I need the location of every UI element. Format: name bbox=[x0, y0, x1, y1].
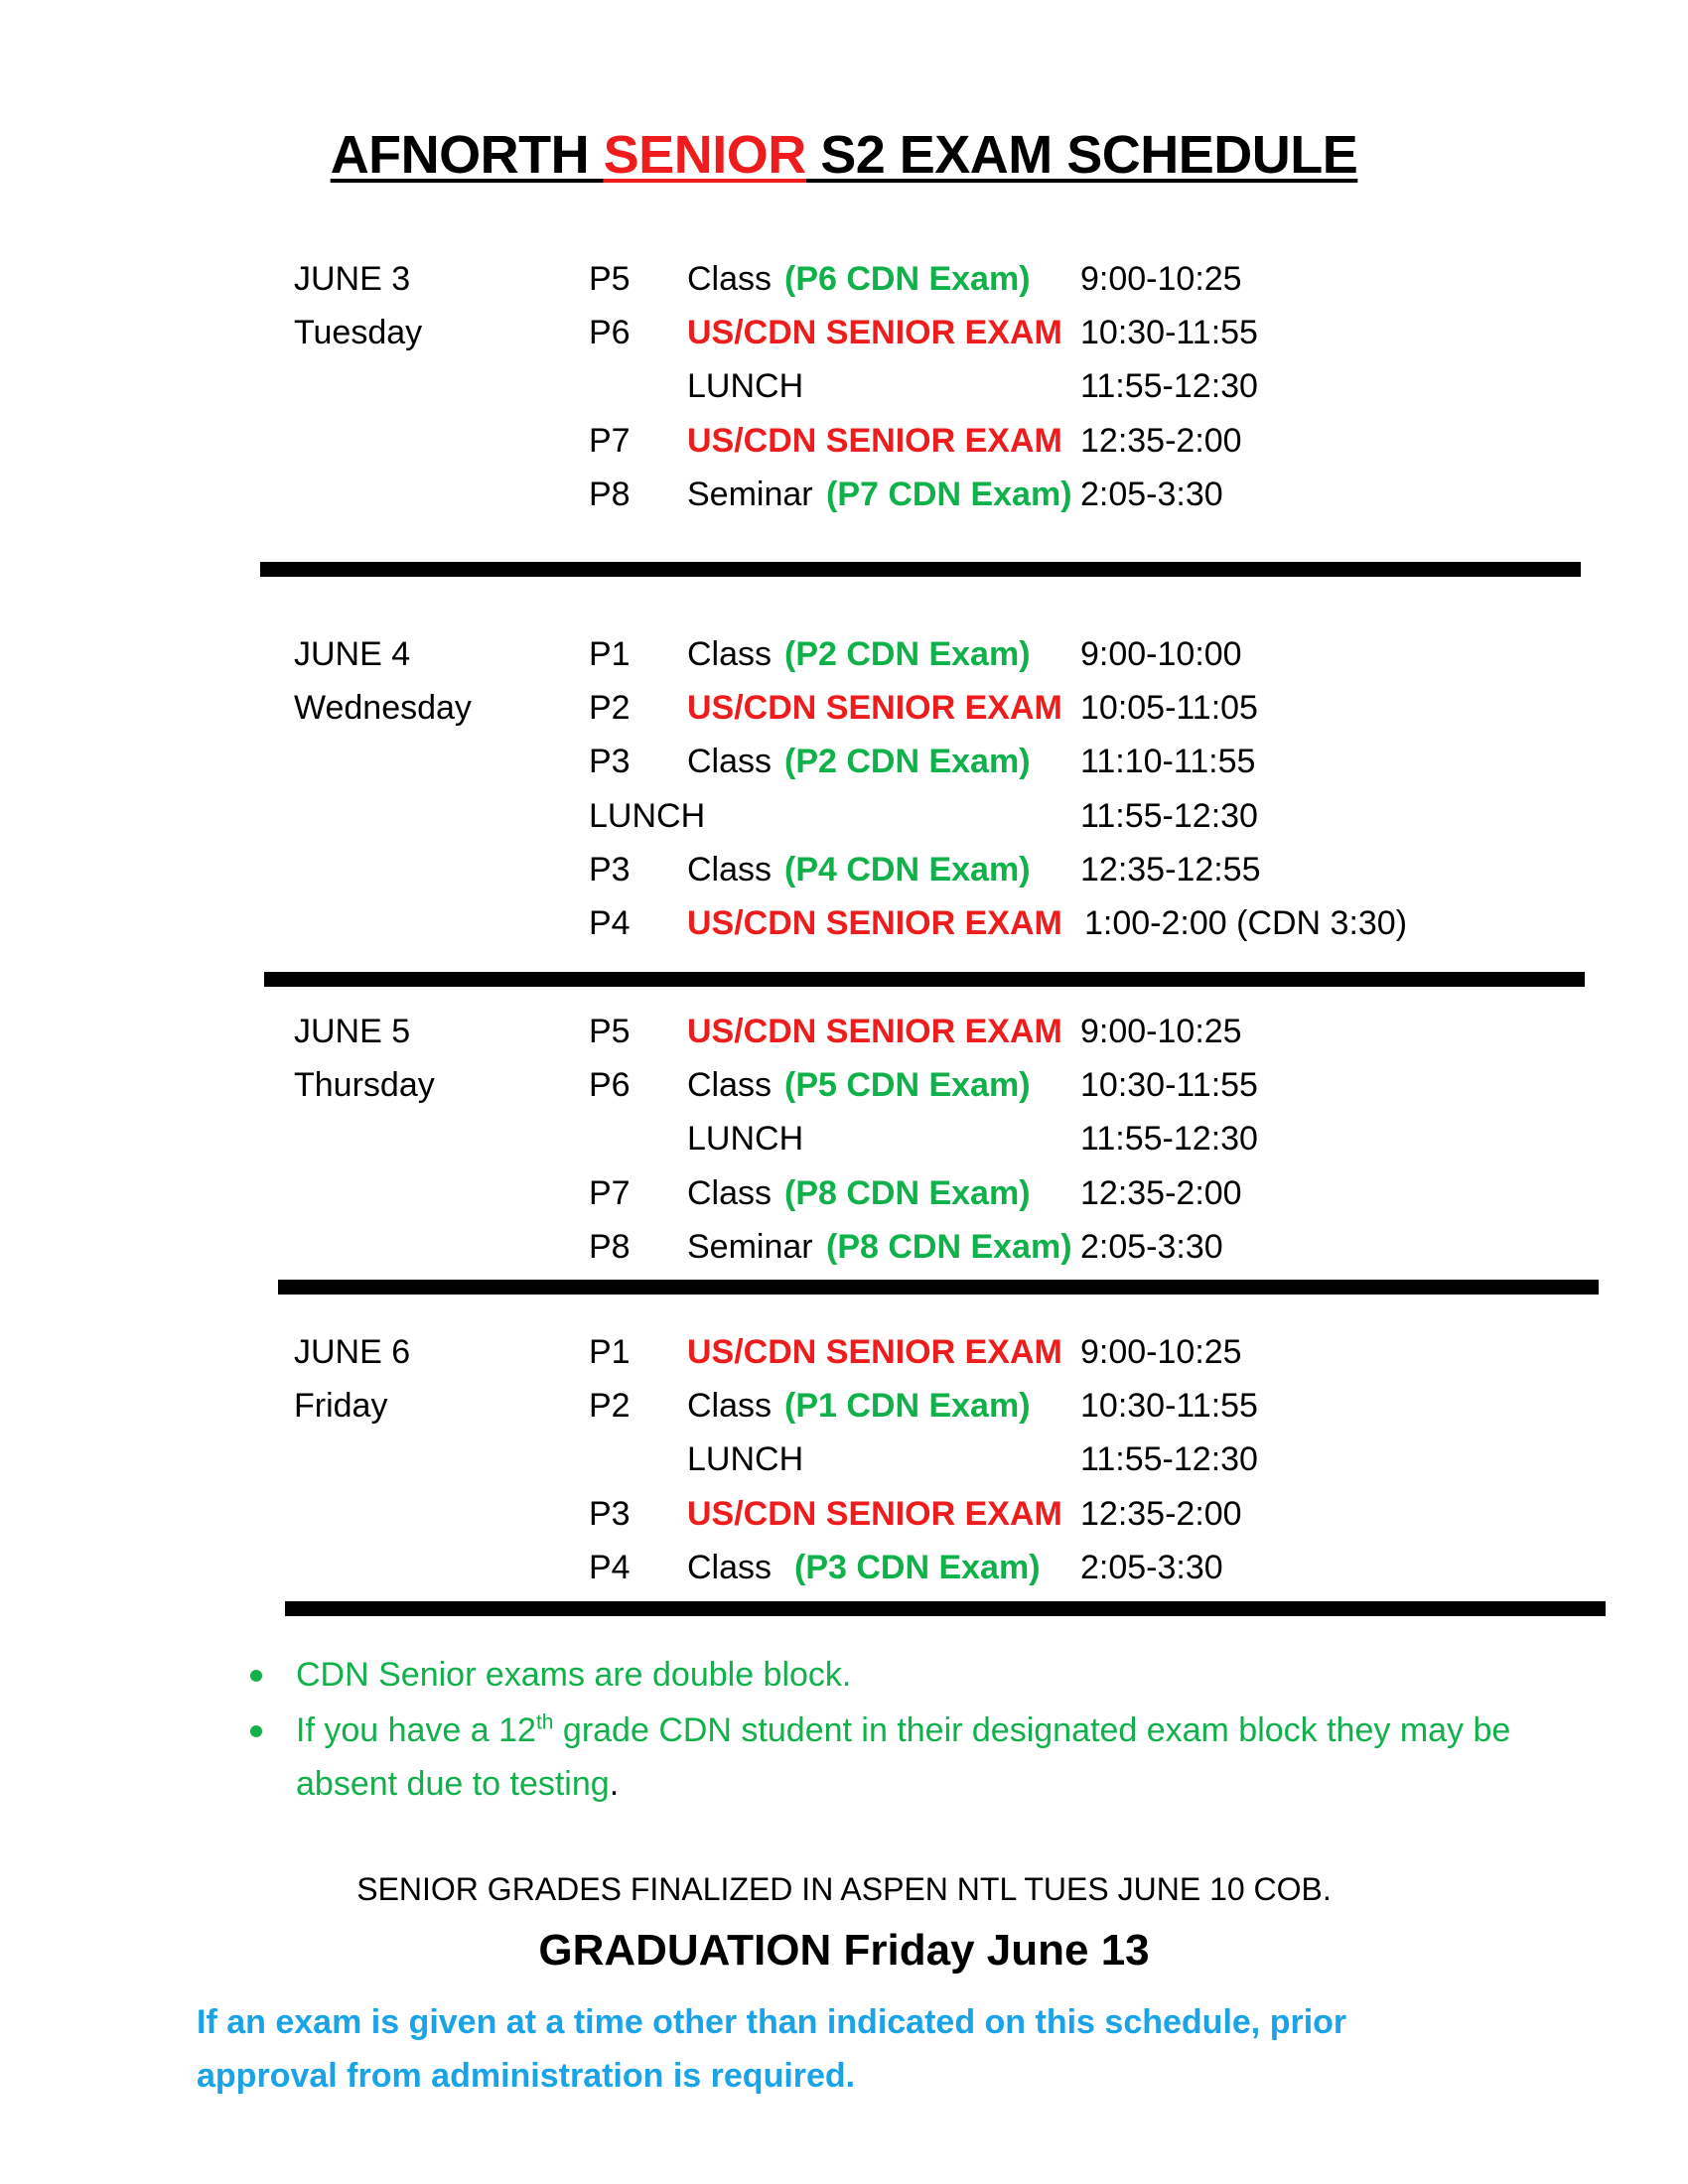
senior-exam-label: US/CDN SENIOR EXAM bbox=[687, 422, 1062, 460]
senior-exam-label: US/CDN SENIOR EXAM bbox=[687, 1013, 1062, 1050]
period-label: P3 bbox=[589, 851, 631, 888]
lunch-label: LUNCH bbox=[687, 1120, 804, 1158]
cdn-exam-label: (P3 CDN Exam) bbox=[794, 1549, 1041, 1586]
cdn-exam-label: (P2 CDN Exam) bbox=[784, 635, 1031, 673]
schedule-row bbox=[0, 1433, 1688, 1486]
notes-list bbox=[244, 1648, 1535, 1813]
period-label: P1 bbox=[589, 1333, 631, 1371]
activity-label: Class bbox=[687, 1387, 773, 1425]
title-highlight: SENIOR bbox=[603, 125, 806, 185]
period-label: P3 bbox=[589, 1495, 631, 1533]
schedule-row bbox=[0, 1112, 1688, 1165]
note-superscript: th bbox=[535, 1710, 554, 1734]
day-weekday: Tuesday bbox=[294, 314, 423, 351]
period-label: P2 bbox=[589, 1387, 631, 1425]
cdn-exam-label: (P8 CDN Exam) bbox=[784, 1174, 1031, 1212]
section-divider bbox=[260, 562, 1581, 577]
schedule-row bbox=[0, 1005, 1688, 1058]
time-range: 11:55-12:30 bbox=[1080, 1120, 1258, 1158]
lunch-label: LUNCH bbox=[589, 797, 706, 835]
schedule-row bbox=[0, 1220, 1688, 1274]
activity-label: Class bbox=[687, 260, 773, 298]
grades-finalized-notice: SENIOR GRADES FINALIZED IN ASPEN NTL TUES JUNE 10 COB. bbox=[356, 1871, 1332, 1907]
schedule-row bbox=[0, 252, 1688, 306]
time-range: 9:00-10:25 bbox=[1080, 1013, 1242, 1050]
cdn-exam-label: (P7 CDN Exam) bbox=[826, 476, 1072, 513]
activity-label: Class bbox=[687, 1174, 773, 1212]
time-range: 11:10-11:55 bbox=[1080, 743, 1256, 780]
activity-label: Seminar bbox=[687, 476, 813, 513]
note-text-cont: grade CDN student in their designated exam block they may be absent due to testing bbox=[296, 1711, 1511, 1803]
graduation-heading: GRADUATION Friday June 13 bbox=[538, 1926, 1150, 1975]
activity-label: Class bbox=[687, 635, 773, 673]
period-label: P4 bbox=[589, 904, 631, 942]
activity-label: Class bbox=[687, 743, 773, 780]
time-range: 2:05-3:30 bbox=[1080, 1228, 1223, 1266]
section-divider bbox=[278, 1280, 1599, 1295]
time-range: 12:35-12:55 bbox=[1080, 851, 1261, 888]
note-item bbox=[244, 1704, 1535, 1811]
period-label: P3 bbox=[589, 743, 631, 780]
activity-label: Seminar bbox=[687, 1228, 813, 1266]
senior-exam-label: US/CDN SENIOR EXAM bbox=[687, 314, 1062, 351]
note-item bbox=[244, 1648, 1535, 1702]
period-label: P5 bbox=[589, 1013, 631, 1050]
bullet-icon bbox=[250, 1670, 262, 1682]
lunch-label: LUNCH bbox=[687, 367, 804, 405]
time-range: 12:35-2:00 bbox=[1080, 1495, 1242, 1533]
title-part1: AFNORTH bbox=[330, 125, 604, 185]
page-title bbox=[0, 124, 1688, 186]
schedule-row bbox=[0, 1541, 1688, 1594]
schedule-row bbox=[0, 306, 1688, 359]
period-label: P6 bbox=[589, 1066, 631, 1104]
day-date: JUNE 4 bbox=[294, 635, 411, 673]
schedule-row bbox=[0, 681, 1688, 735]
senior-exam-label: US/CDN SENIOR EXAM bbox=[687, 904, 1062, 942]
period-label: P2 bbox=[589, 689, 631, 727]
period-label: P8 bbox=[589, 476, 631, 513]
cdn-exam-label: (P8 CDN Exam) bbox=[826, 1228, 1072, 1266]
period-label: P6 bbox=[589, 314, 631, 351]
day-date: JUNE 6 bbox=[294, 1333, 411, 1371]
time-range: 11:55-12:30 bbox=[1080, 367, 1258, 405]
time-range: 9:00-10:25 bbox=[1080, 260, 1242, 298]
cdn-exam-label: (P2 CDN Exam) bbox=[784, 743, 1031, 780]
schedule-row bbox=[0, 843, 1688, 896]
period-label: P7 bbox=[589, 1174, 631, 1212]
period-label: P1 bbox=[589, 635, 631, 673]
bullet-icon bbox=[250, 1725, 262, 1737]
period-label: P5 bbox=[589, 260, 631, 298]
time-range: 11:55-12:30 bbox=[1080, 797, 1258, 835]
activity-label: Class bbox=[687, 1066, 773, 1104]
time-range: 10:05-11:05 bbox=[1080, 689, 1258, 727]
senior-exam-label: US/CDN SENIOR EXAM bbox=[687, 1333, 1062, 1371]
schedule-row bbox=[0, 1487, 1688, 1541]
time-range: 2:05-3:30 bbox=[1080, 476, 1223, 513]
schedule-row bbox=[0, 359, 1688, 413]
cdn-exam-label: (P6 CDN Exam) bbox=[784, 260, 1031, 298]
day-date: JUNE 5 bbox=[294, 1013, 411, 1050]
time-range: 11:55-12:30 bbox=[1080, 1440, 1258, 1478]
day-weekday: Friday bbox=[294, 1387, 388, 1425]
senior-exam-label: US/CDN SENIOR EXAM bbox=[687, 1495, 1062, 1533]
day-weekday: Wednesday bbox=[294, 689, 472, 727]
section-divider bbox=[264, 972, 1585, 987]
activity-label: Class bbox=[687, 851, 773, 888]
period-label: P8 bbox=[589, 1228, 631, 1266]
note-text: If you have a 12 bbox=[296, 1711, 536, 1749]
time-range: 10:30-11:55 bbox=[1080, 1066, 1258, 1104]
period-label: P7 bbox=[589, 422, 631, 460]
time-range: 9:00-10:25 bbox=[1080, 1333, 1242, 1371]
time-range: 2:05-3:30 bbox=[1080, 1549, 1223, 1586]
note-period: . bbox=[609, 1765, 620, 1803]
cdn-exam-label: (P5 CDN Exam) bbox=[784, 1066, 1031, 1104]
time-range: 10:30-11:55 bbox=[1080, 314, 1258, 351]
time-range: 12:35-2:00 bbox=[1080, 1174, 1242, 1212]
title-part2: S2 EXAM SCHEDULE bbox=[805, 125, 1358, 185]
schedule-row bbox=[0, 1058, 1688, 1112]
period-label: P4 bbox=[589, 1549, 631, 1586]
time-range: 9:00-10:00 bbox=[1080, 635, 1242, 673]
day-date: JUNE 3 bbox=[294, 260, 411, 298]
schedule-row bbox=[0, 1166, 1688, 1220]
schedule-row bbox=[0, 1379, 1688, 1433]
schedule-row bbox=[0, 1325, 1688, 1379]
note-text: CDN Senior exams are double block. bbox=[296, 1656, 852, 1694]
day-weekday: Thursday bbox=[294, 1066, 435, 1104]
schedule-row bbox=[0, 896, 1688, 950]
schedule-row bbox=[0, 735, 1688, 788]
schedule-row bbox=[0, 414, 1688, 468]
schedule-row bbox=[0, 627, 1688, 681]
senior-exam-label: US/CDN SENIOR EXAM bbox=[687, 689, 1062, 727]
section-divider bbox=[285, 1601, 1606, 1616]
schedule-row bbox=[0, 789, 1688, 843]
lunch-label: LUNCH bbox=[687, 1440, 804, 1478]
schedule-row bbox=[0, 468, 1688, 521]
approval-notice: If an exam is given at a time other than indicated on this schedule, prior approval from administration is required. bbox=[197, 2003, 1347, 2095]
activity-label: Class bbox=[687, 1549, 773, 1586]
time-range: 10:30-11:55 bbox=[1080, 1387, 1258, 1425]
cdn-exam-label: (P4 CDN Exam) bbox=[784, 851, 1031, 888]
time-range: 1:00-2:00 (CDN 3:30) bbox=[1084, 904, 1408, 942]
cdn-exam-label: (P1 CDN Exam) bbox=[784, 1387, 1031, 1425]
time-range: 12:35-2:00 bbox=[1080, 422, 1242, 460]
